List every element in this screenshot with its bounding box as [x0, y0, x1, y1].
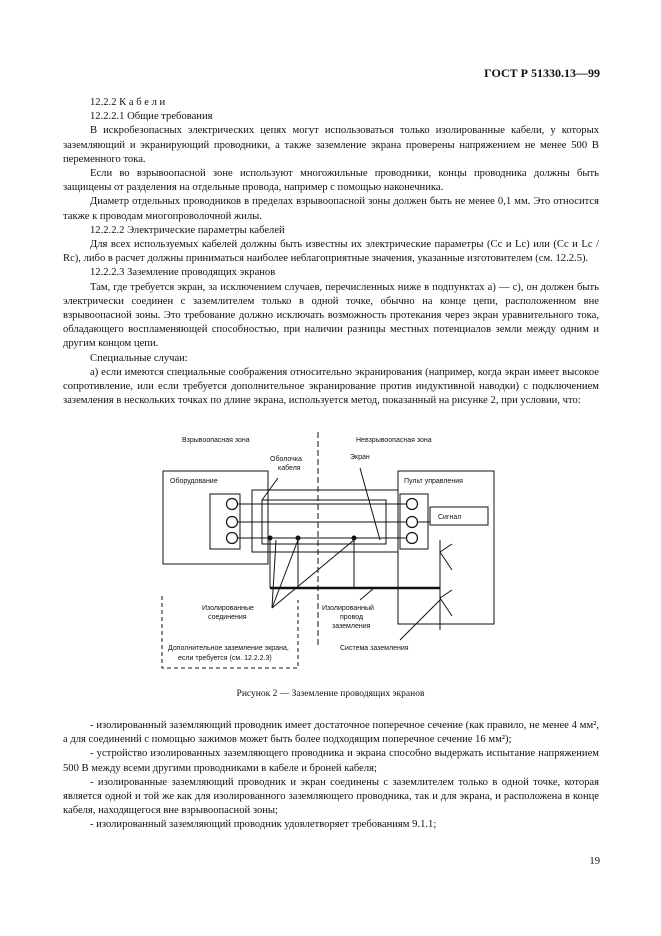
label-wire-1: Изолированный	[322, 605, 374, 612]
requirements-list	[63, 719, 599, 833]
label-hazardous-zone: Взрывоопасная зона	[182, 437, 250, 444]
label-screen: Экран	[350, 454, 370, 461]
label-wire-2: провод	[340, 614, 364, 621]
paragraph: а) если имеются специальные соображения относительно экранирования (например, когда экран имеет высокое сопротивление, или если требуется дополнительное экранирование против индуктивной наводки) с подключением заземления в нескольких точках по длине экрана, используется метод, показанный на рисунке 2, при условии, что:	[63, 366, 599, 407]
label-control-panel: Пульт управления	[404, 478, 463, 485]
junction-dot	[352, 536, 357, 541]
label-extra-ground-1: Дополнительное заземление экрана,	[168, 645, 289, 652]
label-signal: Сигнал	[438, 514, 462, 521]
label-equipment: Оборудование	[170, 478, 218, 485]
list-item: - изолированный заземляющий проводник удовлетворяет требованиям 9.1.1;	[90, 819, 437, 831]
paragraph: Диаметр отдельных проводников в пределах взрывоопасной зоны должен быть не менее 0,1 мм. Это относится также к проводам многопроволочной жилы.	[63, 196, 599, 222]
label-grounding-system: Система заземления	[340, 645, 409, 652]
terminal-circle	[407, 533, 418, 544]
list-item: - изолированные заземляющий проводник и экран соединены с заземлителем только в одной точке, которая является одной и той же как для изолированного заземляющего проводника, так и для экрана, и расположена в конце кабеля, находящегося вне взрывоопасной зоны;	[63, 776, 599, 817]
terminal-circle	[227, 499, 238, 510]
label-joints-1: Изолированные	[202, 605, 254, 612]
heading-screens: 12.2.2.3 Заземление проводящих экранов	[90, 267, 276, 279]
paragraph: Специальные случаи:	[90, 352, 188, 364]
heading-cables: 12.2.2 К а б е л и	[90, 97, 166, 108]
terminal-circle	[407, 517, 418, 528]
heading-params: 12.2.2.2 Электрические параметры кабелей	[90, 224, 285, 236]
paragraph: Там, где требуется экран, за исключением случаев, перечисленных ниже в подпунктах а) — с), он должен быть электрически соединен с заземлителем только в одной точке, обычно на конце цепи, расположенном вне взрывоопасной зоны. Это требование должно исключать возможность протекания через экран уравнительного тока, обладающего воспламеняющей способностью, при наличии разницы местных потенциалов земли между одним и другим концом цепи.	[63, 281, 599, 350]
label-extra-ground-2: если требуется (см. 12.2.2.3)	[178, 655, 272, 662]
label-wire-3: заземления	[332, 623, 371, 630]
list-item: - устройство изолированных заземляющего проводника и экрана способно выдержать испытание напряжением 500 В между всеми другими проводниками в кабеле и броней кабеля;	[63, 748, 599, 774]
ground-symbol-1	[440, 544, 452, 570]
ground-symbol-2	[440, 590, 452, 616]
terminal-circle	[227, 517, 238, 528]
paragraph: В искробезопасных электрических цепях могут использоваться только изолированные кабели, у которых заземляющий и экранирующий проводники, а также заземление экрана проверены напряжением не менее 500 В переменного тока.	[63, 125, 599, 165]
cable-sheath	[252, 490, 398, 552]
label-safe-zone: Невзрывоопасная зона	[356, 437, 432, 444]
leader-wire	[360, 588, 374, 600]
junction-dot	[296, 536, 301, 541]
terminal-circle	[407, 499, 418, 510]
standard-header: ГОСТ Р 51330.13—99	[484, 66, 600, 80]
terminal-circle	[227, 533, 238, 544]
label-joints-2: соединения	[208, 614, 247, 621]
label-sheath-1: Оболочка	[270, 456, 302, 463]
leader-grounding-system	[400, 600, 440, 640]
paragraph: Для всех используемых кабелей должны быть известны их электрические параметры (Сc и Lc) или (Сc и Lc / Rc), либо в расчет должны приниматься наиболее неблагоприятные значения, указанные изготовителем (см. 12.2.5).	[63, 239, 599, 265]
figure-caption: Рисунок 2 — Заземление проводящих экранов	[236, 689, 425, 699]
label-sheath-2: кабеля	[278, 465, 301, 472]
leader-sheath	[262, 478, 278, 500]
paragraph: Если во взрывоопасной зоне используют многожильные проводники, концы проводника должны быть защищены от разделения на отдельные провода, например с помощью наконечника.	[63, 168, 599, 194]
junction-dot	[268, 536, 273, 541]
heading-general: 12.2.2.1 Общие требования	[90, 111, 213, 123]
page-number: 19	[589, 856, 600, 867]
list-item: - изолированный заземляющий проводник имеет достаточное поперечное сечение (как правило, не менее 4 мм², а для соединений с помощью зажимов может быть более подходящим поперечное сечение 16 мм²);	[63, 720, 599, 746]
leader-joints-3	[272, 540, 354, 608]
